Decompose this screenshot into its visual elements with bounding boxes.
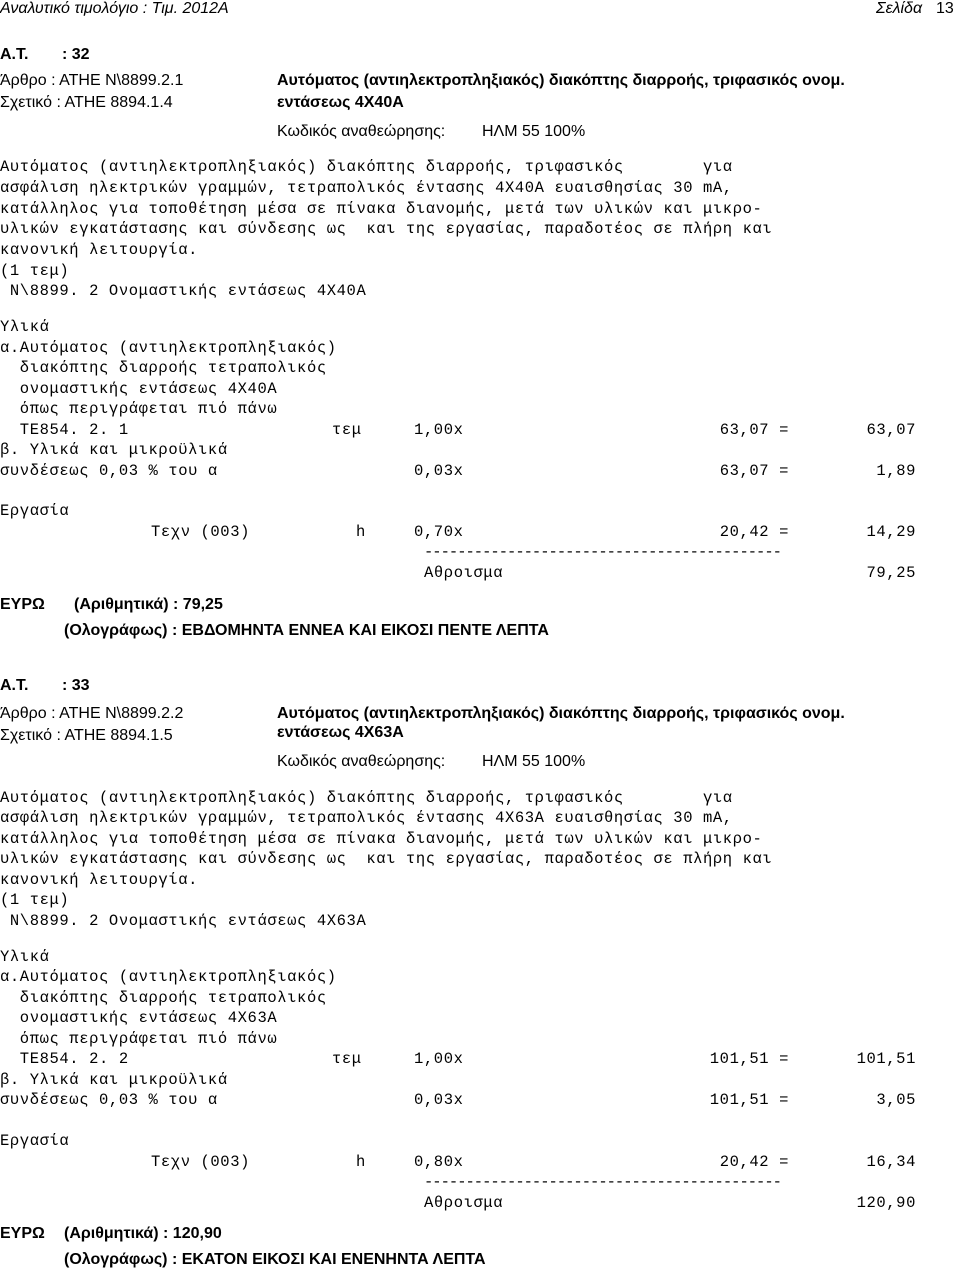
material-a-line: όπως περιγράφεται πιό πάνω [0,400,278,418]
at-value: : 33 [62,677,90,694]
material-a-line: ονομαστικής εντάσεως 4Χ63Α [0,1009,278,1027]
total-in-words: (Ολογράφως) : ΕΚΑΤΟΝ ΕΙΚΟΣΙ ΚΑΙ ΕΝΕΝΗΝΤΑ ΛΕΠΤΑ [64,1251,486,1268]
currency-label: ΕΥΡΩ [0,596,45,613]
revision-label: Κωδικός αναθεώρησης: [277,123,446,140]
labor-qty: 0,70x [414,523,464,541]
material-a-qty: 1,00x [414,1050,464,1068]
description-line: ασφάλιση ηλεκτρικών γραμμών, τετραπολικός έντασης 4Χ40Α ευαισθησίας 30 mA, [0,179,733,197]
quantity-unit: (1 τεμ) [0,262,70,280]
at-value: : 32 [62,46,90,63]
material-a-unit: τεμ [332,1050,362,1068]
currency-label: ΕΥΡΩ [0,1225,45,1242]
sum-value: 79,25 [866,564,916,582]
document-title: Αναλυτικό τιμολόγιο : Τιμ. 2012Α [0,0,229,17]
sum-separator: ------------------------------------------- [424,543,781,561]
material-a-code: ΤΕ854. 2. 2 [0,1050,129,1068]
labor-unit: h [356,523,366,541]
description-line: κανονική λειτουργία. [0,871,199,889]
description-line: κατάλληλος για τοποθέτηση μέσα σε πίνακα διανομής, μετά των υλικών και μικρο- [0,200,763,218]
material-a-total: 63,07 [866,421,916,439]
materials-heading: Υλικά [0,948,50,966]
labor-heading: Εργασία [0,502,70,520]
item-title: Αυτόματος (αντιηλεκτροπληξιακός) διακόπτης διαρροής, τριφασικός ονομ. [277,705,845,722]
material-b-desc: συνδέσεως 0,03 % του α [0,462,218,480]
material-a-line: διακόπτης διαρροής τετραπολικός [0,359,327,377]
total-numeric: (Αριθμητικά) : 79,25 [74,596,223,613]
at-label: Α.Τ. [0,677,29,694]
reference-line: Ν\8899. 2 Ονομαστικής εντάσεως 4Χ40Α [0,282,367,300]
revision-value: ΗΛΜ 55 100% [482,753,586,770]
description-line: υλικών εγκατάστασης και σύνδεσης ως και της εργασίας, παραδοτέος σε πλήρη και [0,850,773,868]
material-a-line: α.Αυτόματος (αντιηλεκτροπληξιακός) [0,968,337,986]
page-number: 13 [936,0,954,17]
item-title-cont: εντάσεως 4Χ63Α [277,724,404,741]
item-title-cont: εντάσεως 4Χ40Α [277,94,404,111]
labor-price: 20,42 = [719,1153,789,1171]
material-b-total: 3,05 [876,1091,916,1109]
material-b-total: 1,89 [876,462,916,480]
quantity-unit: (1 τεμ) [0,891,70,909]
material-a-line: α.Αυτόματος (αντιηλεκτροπληξιακός) [0,339,337,357]
at-label: Α.Τ. [0,46,29,63]
material-b-qty: 0,03x [414,462,464,480]
total-numeric: (Αριθμητικά) : 120,90 [64,1225,222,1242]
material-b-heading: β. Υλικά και μικροϋλικά [0,441,228,459]
article-code: Άρθρο : ΑΤΗΕ Ν\8899.2.2 [0,705,184,722]
revision-value: ΗΛΜ 55 100% [482,123,586,140]
description-line: υλικών εγκατάστασης και σύνδεσης ως και της εργασίας, παραδοτέος σε πλήρη και [0,220,773,238]
description-line: Αυτόματος (αντιηλεκτροπληξιακός) διακόπτης διαρροής, τριφασικός για [0,158,733,176]
labor-price: 20,42 = [719,523,789,541]
labor-qty: 0,80x [414,1153,464,1171]
labor-total: 16,34 [866,1153,916,1171]
sum-separator: ------------------------------------------- [424,1173,781,1191]
description-line: κατάλληλος για τοποθέτηση μέσα σε πίνακα διανομής, μετά των υλικών και μικρο- [0,830,763,848]
related-code: Σχετικό : ΑΤΗΕ 8894.1.4 [0,94,173,111]
material-a-line: ονομαστικής εντάσεως 4Χ40Α [0,380,278,398]
material-b-price: 63,07 = [719,462,789,480]
labor-total: 14,29 [866,523,916,541]
material-a-price: 101,51 = [709,1050,789,1068]
article-code: Άρθρο : ΑΤΗΕ Ν\8899.2.1 [0,72,184,89]
material-a-code: ΤΕ854. 2. 1 [0,421,129,439]
revision-label: Κωδικός αναθεώρησης: [277,753,446,770]
material-a-unit: τεμ [332,421,362,439]
labor-desc: Τεχν (003) [151,523,251,541]
material-a-total: 101,51 [856,1050,916,1068]
sum-label: Αθροισμα [424,564,504,582]
related-code: Σχετικό : ΑΤΗΕ 8894.1.5 [0,727,173,744]
reference-line: Ν\8899. 2 Ονομαστικής εντάσεως 4Χ63Α [0,912,367,930]
materials-heading: Υλικά [0,318,50,336]
description-line: κανονική λειτουργία. [0,241,199,259]
sum-label: Αθροισμα [424,1194,504,1212]
material-b-price: 101,51 = [709,1091,789,1109]
material-a-qty: 1,00x [414,421,464,439]
material-b-qty: 0,03x [414,1091,464,1109]
sum-value: 120,90 [856,1194,916,1212]
material-b-desc: συνδέσεως 0,03 % του α [0,1091,218,1109]
material-b-heading: β. Υλικά και μικροϋλικά [0,1071,228,1089]
labor-desc: Τεχν (003) [151,1153,251,1171]
page-label: Σελίδα [876,0,923,17]
total-in-words: (Ολογράφως) : ΕΒΔΟΜΗΝΤΑ ΕΝΝΕΑ ΚΑΙ ΕΙΚΟΣΙ ΠΕΝΤΕ ΛΕΠΤΑ [64,622,549,639]
material-a-line: όπως περιγράφεται πιό πάνω [0,1030,278,1048]
labor-unit: h [356,1153,366,1171]
item-title: Αυτόματος (αντιηλεκτροπληξιακός) διακόπτης διαρροής, τριφασικός ονομ. [277,72,845,89]
description-line: ασφάλιση ηλεκτρικών γραμμών, τετραπολικός έντασης 4Χ63Α ευαισθησίας 30 mA, [0,809,733,827]
material-a-price: 63,07 = [719,421,789,439]
labor-heading: Εργασία [0,1132,70,1150]
description-line: Αυτόματος (αντιηλεκτροπληξιακός) διακόπτης διαρροής, τριφασικός για [0,789,733,807]
material-a-line: διακόπτης διαρροής τετραπολικός [0,989,327,1007]
